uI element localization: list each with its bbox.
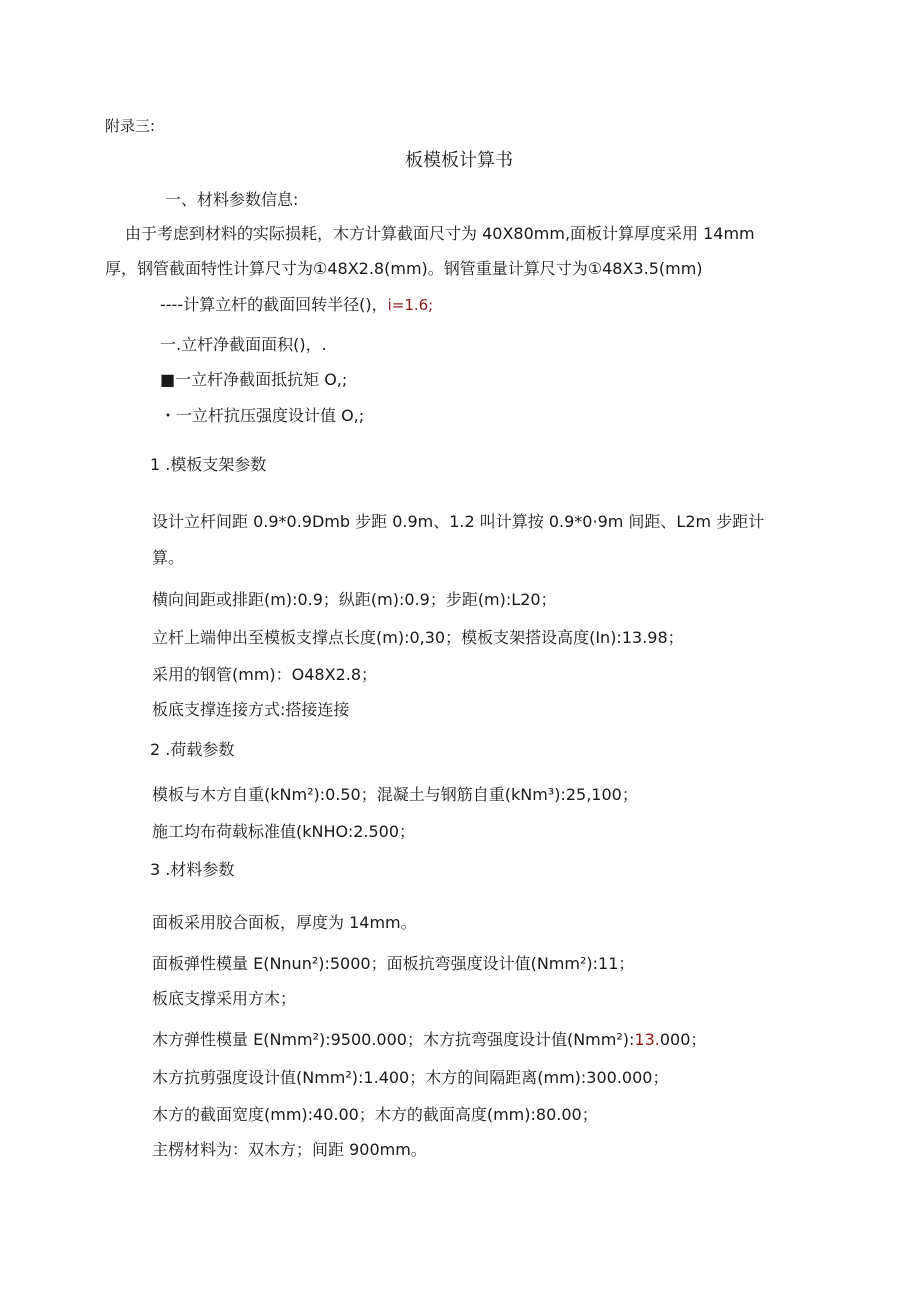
radius-line bbox=[160, 295, 433, 315]
section-heading-material: 一、材料参数信息: bbox=[165, 190, 299, 209]
design-spacing-line-2: 算。 bbox=[152, 548, 185, 567]
subsection-heading-material: 3 .材料参数 bbox=[150, 860, 235, 879]
spacing-params: 横向间距或排距(m):0.9；纵距(m):0.9；步距(m):L20； bbox=[152, 590, 557, 609]
bottom-support-type: 板底支撑采用方木； bbox=[152, 989, 297, 1008]
self-weight-params: 模板与木方自重(kNm²):0.50；混凝土与钢筋自重(kNm³):25,100； bbox=[152, 785, 638, 804]
main-beam-params: 主楞材料为：双木方；间距 900mm。 bbox=[152, 1140, 427, 1159]
appendix-label: 附录三: bbox=[105, 117, 156, 135]
design-spacing-line-1: 设计立杆间距 0.9*0.9Dmb 步距 0.9m、1.2 叫计算按 0.9*0·9m 间距、L2m 步距计 bbox=[152, 512, 765, 531]
panel-modulus-params: 面板弹性模量 E(Nnun²):5000；面板抗弯强度设计值(Nmm²):11； bbox=[152, 954, 635, 973]
timber-strength-suffix: 000； bbox=[659, 1030, 707, 1049]
subsection-heading-load: 2 .荷载参数 bbox=[150, 740, 235, 759]
timber-section-params: 木方的截面宽度(mm):40.00；木方的截面高度(mm):80.00； bbox=[152, 1105, 598, 1124]
intro-line-1: 由于考虑到材料的实际损耗，木方计算截面尺寸为 40X80mm,面板计算厚度采用 14mm bbox=[125, 224, 755, 243]
section-modulus-line: ■一立杆净截面抵抗矩 O,; bbox=[160, 370, 348, 389]
timber-modulus-text: 木方弹性模量 E(Nmm²):9500.000；木方抗弯强度设计值(Nmm²): bbox=[152, 1030, 635, 1049]
timber-modulus-params bbox=[152, 1030, 706, 1050]
extension-height-params: 立杆上端伸出至模板支撑点长度(m):0,30；模板支架搭设高度(In):13.98； bbox=[152, 628, 684, 647]
timber-strength-highlight: 13. bbox=[634, 1030, 660, 1049]
construction-load-param: 施工均布荷载标准值(kNHO:2.500； bbox=[152, 822, 416, 841]
document-title: 板模板计算书 bbox=[405, 150, 513, 171]
radius-text: ----计算立杆的截面回转半径()， bbox=[160, 295, 388, 314]
timber-shear-params: 木方抗剪强度设计值(Nmm²):1.400；木方的间隔距离(mm):300.000； bbox=[152, 1068, 669, 1087]
net-area-line: 一.立杆净截面面积()，. bbox=[160, 335, 327, 354]
compressive-strength-line: ・一立杆抗压强度设计值 O,; bbox=[160, 406, 365, 425]
connection-param: 板底支撑连接方式:搭接连接 bbox=[152, 700, 350, 719]
pipe-param: 采用的钢管(mm)：O48X2.8； bbox=[152, 665, 378, 684]
intro-line-2: 厚，钢管截面特性计算尺寸为①48X2.8(mm)。钢管重量计算尺寸为①48X3.5(mm) bbox=[105, 259, 703, 278]
panel-type: 面板采用胶合面板，厚度为 14mm。 bbox=[152, 913, 417, 932]
radius-value: i=1.6; bbox=[387, 296, 434, 314]
subsection-heading-support: 1 .模板支架参数 bbox=[150, 455, 267, 474]
